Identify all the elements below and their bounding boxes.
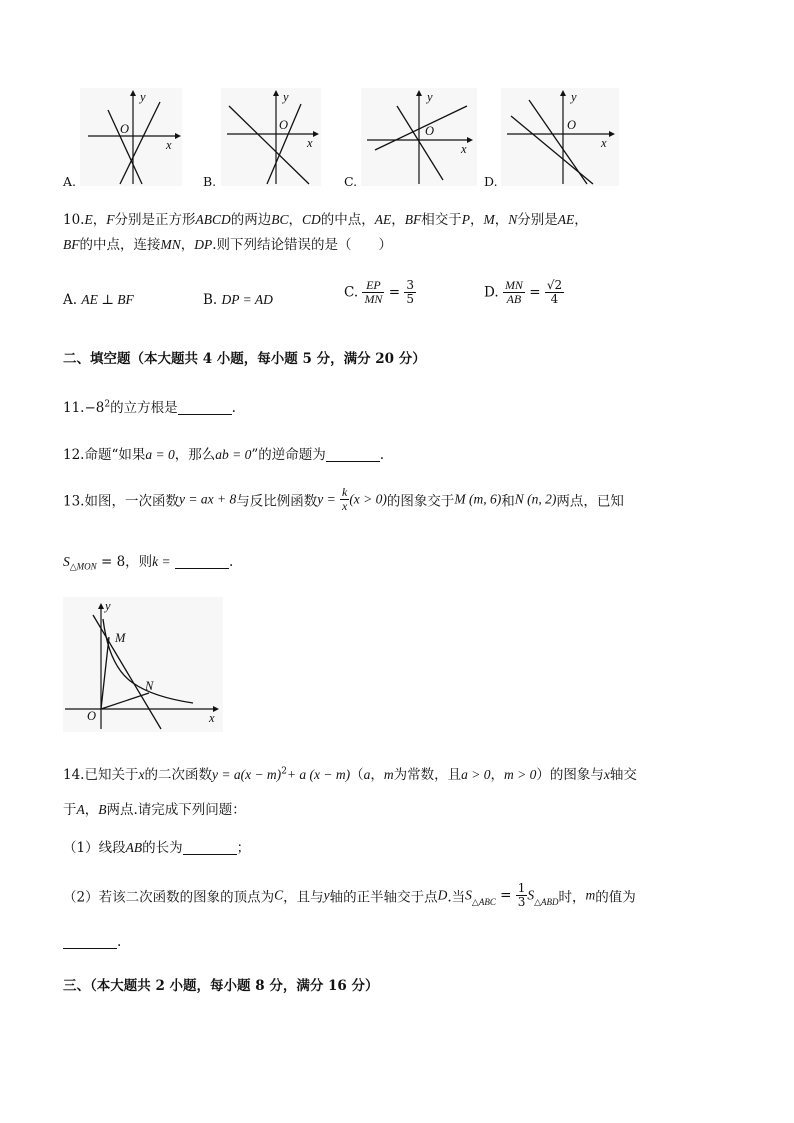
option-b-label: B. [203,174,217,189]
axis-x-label: x [461,142,467,156]
question-13-line-2: $S_{\triangle MON} = 8$，则k = . [63,554,234,572]
axis-y-label: y [140,90,146,104]
question-10-line-1: 10.E，F分别是正方形ABCD的两边BC，CD的中点，AE，BF相交于P，M，N分别是AE， [63,212,588,228]
origin-label: O [87,709,97,723]
figure-question-13 [63,597,223,732]
figure-option-b [221,88,321,186]
figure-option-d [501,88,619,186]
question-10-option-a: A. AE ⊥ BF [63,292,134,308]
axis-x-label: x [166,138,172,152]
axis-x-label: x [601,136,607,150]
question-10-option-c: C. $\frac{EP}{MN}$ = $\frac{3}{5}$ [344,278,414,307]
axis-y-label: y [427,90,433,104]
question-11: $11.-8^2$的立方根是 . [63,399,236,416]
question-14-part-2-answer: . [63,934,121,950]
axis-y-label: y [571,90,577,104]
question-12: 12.命题“如果a = 0，那么ab = 0”的逆命题为 . [63,447,385,463]
figure-option-a [80,88,182,186]
axis-y-label: y [283,90,289,104]
axis-x-label: x [307,136,313,150]
section-2-heading: 二、填空题（本大题共 4 小题，每小题 5 分，满分 20 分） [63,351,426,367]
question-14-line-2: 于A，B两点.请完成下列问题： [63,802,246,818]
point-n-label: N [145,679,154,693]
question-14-line-1: 14.已知关于x的二次函数$y = a(x - m)^2+ a$ (x − m)（a，m为常数，且a > 0，m > 0）的图象与x轴交 [63,766,637,783]
question-14-part-2: （2）若该二次函数的图象的顶点为C，且与y轴的正半轴交于点D.当$S_{\triangle ABC}$ = $\frac{1}{3}$ $S_{\triangle ABD}$时，m的值为 [63,881,636,910]
question-14-part-1: （1）线段AB的长为 ； [63,840,251,856]
question-13-line-1: 13.如图，一次函数y = ax + 8与反比例函数y = $\frac{k}{x}$ (x > 0)的图象交于M (m, 6)和N (n, 2)两点，已知 [63,485,624,514]
origin-label: O [120,122,130,136]
axis-x-label: x [209,711,215,725]
origin-label: O [425,124,435,138]
origin-label: O [567,118,577,132]
question-10-option-d: D. $\frac{MN}{AB}$ = $\frac{√2}{4}$ [484,278,563,307]
point-m-label: M [115,631,126,645]
section-3-heading: 三、（本大题共 2 小题，每小题 8 分，满分 16 分） [63,978,379,994]
axis-y-label: y [105,599,111,613]
question-10-line-2: BF的中点，连接MN，DP.则下列结论错误的是（ ） [63,237,393,253]
option-c-label: C. [344,174,358,189]
option-a-label: A. [63,174,77,189]
option-d-label: D. [484,174,498,189]
figure-option-c [361,88,477,186]
question-10-option-b: B. DP = AD [203,292,273,308]
origin-label: O [279,118,289,132]
